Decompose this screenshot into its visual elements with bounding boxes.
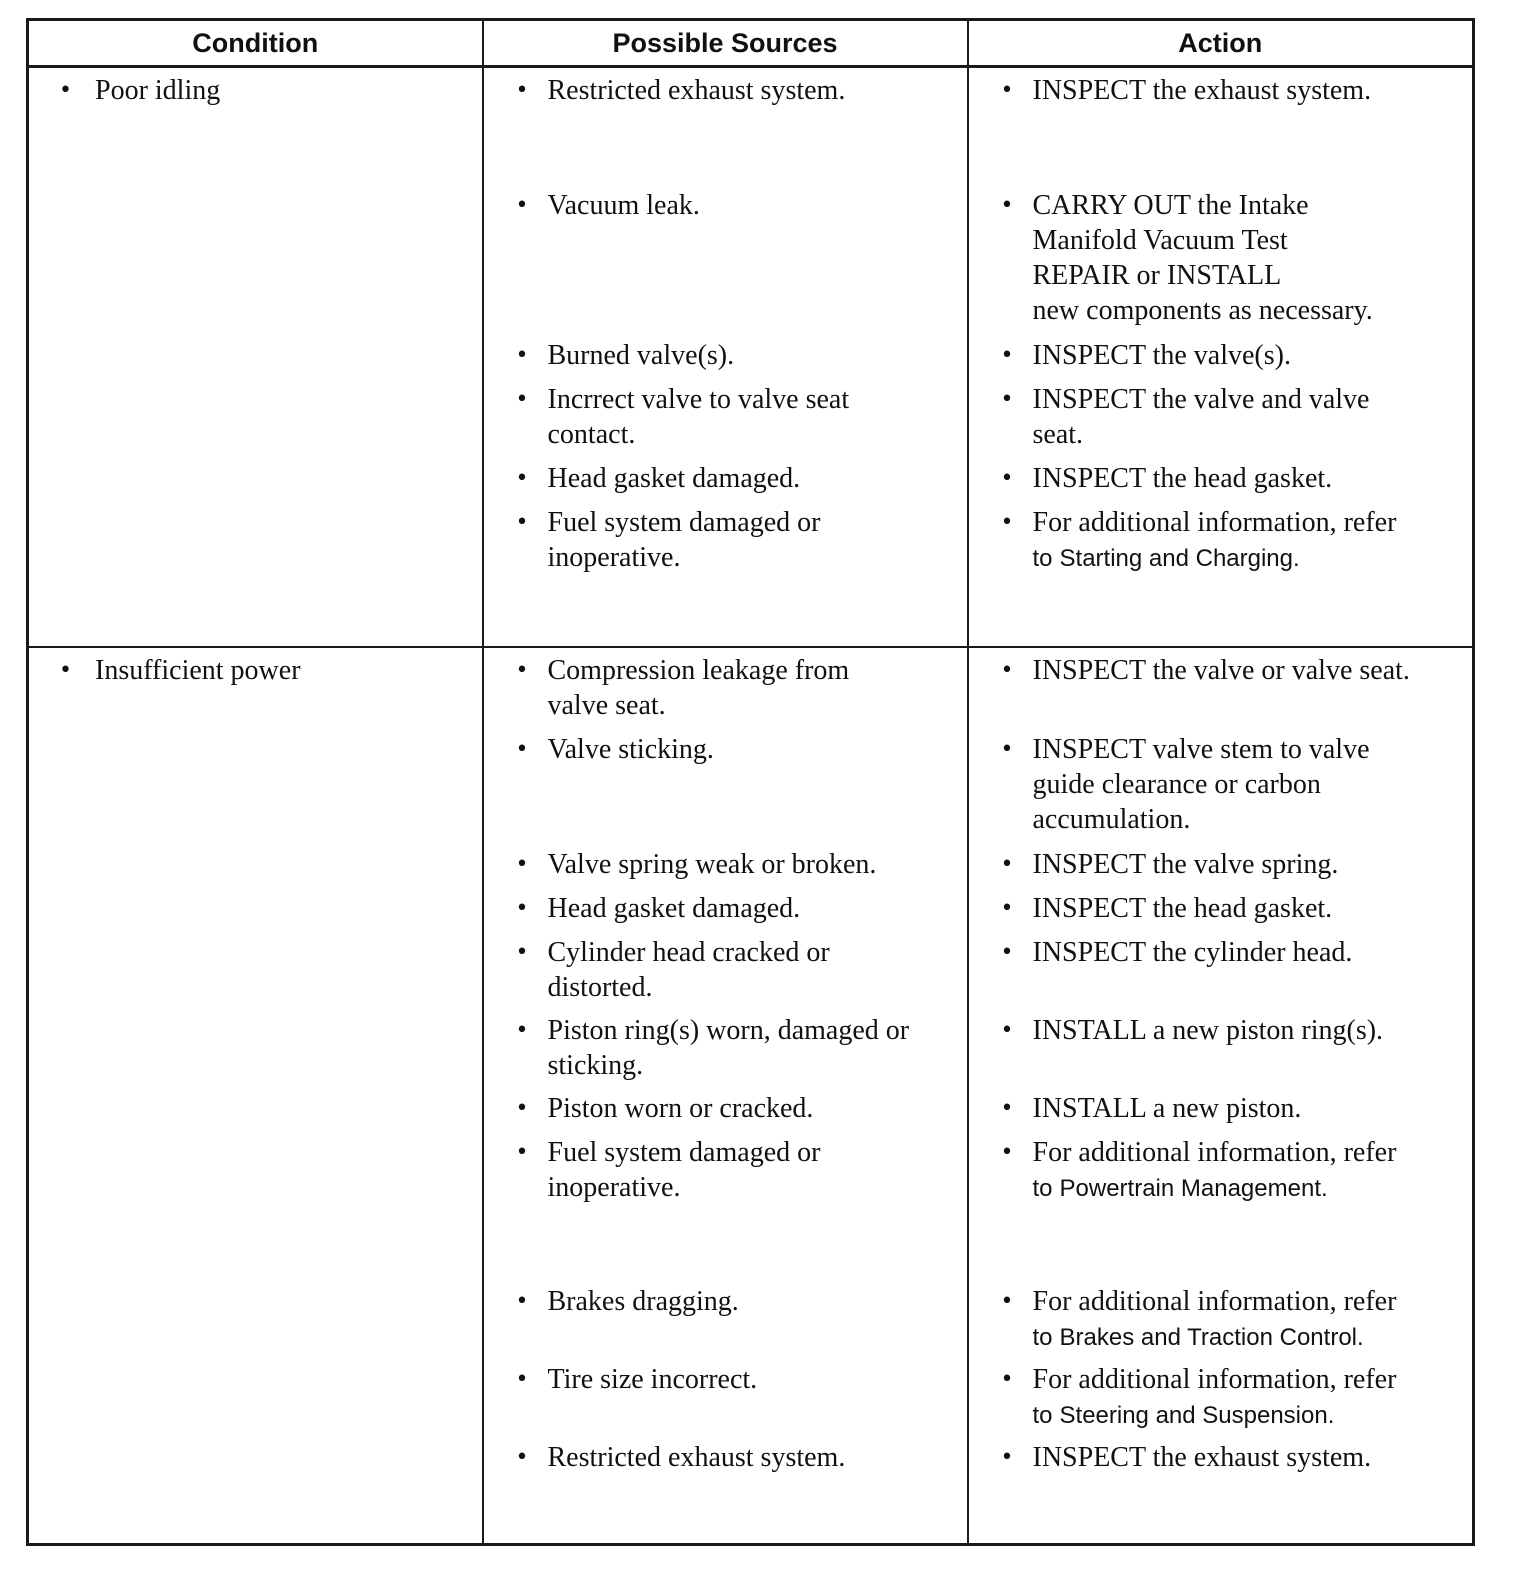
source-text: Head gasket damaged. (547, 463, 801, 494)
action-ref-prefix: to (1032, 1324, 1053, 1351)
bullet-icon: • (515, 1367, 529, 1392)
source-item (484, 1440, 961, 1475)
source-line: Fuel system damaged or (547, 507, 821, 538)
bullet-icon: • (515, 1140, 529, 1165)
bullet-icon: • (59, 658, 72, 683)
bullet-icon: • (515, 896, 529, 921)
bullet-icon: • (515, 466, 529, 491)
bullet-icon: • (515, 343, 529, 368)
bullet-icon: • (515, 387, 529, 412)
bullet-icon: • (1000, 940, 1014, 965)
condition-text: Poor idling (95, 75, 221, 106)
condition-item (29, 653, 476, 688)
action-line: REPAIR or INSTALL (1032, 260, 1282, 291)
action-text: INSPECT the valve spring. (1032, 849, 1339, 880)
source-item (484, 1362, 961, 1397)
source-text: Brakes dragging. (547, 1286, 739, 1317)
action-item (969, 1091, 1467, 1126)
source-line: Incrrect valve to valve seat (547, 384, 850, 415)
table-row (28, 67, 1474, 648)
action-ref-prefix: to (1032, 1175, 1053, 1202)
bullet-icon: • (1000, 1140, 1014, 1165)
condition-cell (28, 67, 483, 648)
diagnosis-table (26, 18, 1475, 1546)
bullet-icon: • (1000, 193, 1014, 218)
action-item (969, 461, 1467, 496)
action-line: INSPECT the valve and valve (1032, 384, 1370, 415)
bullet-icon: • (59, 78, 72, 103)
action-text: INSPECT the cylinder head. (1032, 937, 1353, 968)
bullet-icon: • (1000, 1096, 1014, 1121)
action-text (1033, 1135, 1467, 1206)
action-text: INSTALL a new piston ring(s). (1032, 1015, 1384, 1046)
bullet-icon: • (1000, 466, 1014, 491)
source-text: Restricted exhaust system. (547, 1442, 846, 1473)
action-text: INSPECT the exhaust system. (1032, 1442, 1372, 1473)
source-item (484, 505, 961, 575)
header-row (28, 20, 1474, 67)
action-cell (968, 647, 1474, 1545)
action-item (969, 891, 1467, 926)
bullet-icon: • (515, 852, 529, 877)
action-line: CARRY OUT the Intake (1032, 190, 1309, 221)
action-text (1033, 188, 1467, 328)
action-item (969, 505, 1467, 576)
source-item (484, 935, 961, 1005)
action-ref-prefix: to (1032, 1402, 1053, 1429)
source-text (548, 382, 961, 452)
source-item (484, 891, 961, 926)
source-text (548, 935, 961, 1005)
bullet-icon: • (1000, 1289, 1014, 1314)
header-action: Action (968, 20, 1474, 67)
action-line: For additional information, refer (1032, 1286, 1397, 1317)
action-item (969, 653, 1467, 688)
bullet-icon: • (515, 510, 529, 535)
source-item (484, 1013, 961, 1083)
bullet-icon: • (1000, 1367, 1014, 1392)
source-text: Tire size incorrect. (547, 1364, 758, 1395)
source-text: Valve sticking. (547, 734, 714, 765)
condition-text: Insufficient power (95, 655, 301, 686)
source-text (548, 1135, 961, 1205)
source-line: Compression leakage from (547, 655, 850, 686)
bullet-icon: • (1000, 78, 1014, 103)
action-item (969, 1013, 1467, 1048)
source-line: Fuel system damaged or (547, 1137, 821, 1168)
source-item (484, 653, 961, 723)
action-text (1033, 382, 1467, 452)
sources-cell (483, 67, 968, 648)
bullet-icon: • (1000, 896, 1014, 921)
action-text (1033, 1362, 1467, 1433)
action-line: For additional information, refer (1032, 507, 1397, 538)
action-item (969, 382, 1467, 452)
source-item (484, 382, 961, 452)
source-item (484, 461, 961, 496)
source-text: Vacuum leak. (547, 190, 700, 221)
source-line: valve seat. (547, 690, 666, 721)
bullet-icon: • (1000, 1018, 1014, 1043)
bullet-icon: • (1000, 737, 1014, 762)
action-line: For additional information, refer (1032, 1137, 1397, 1168)
action-line: For additional information, refer (1032, 1364, 1397, 1395)
action-item (969, 732, 1467, 837)
source-item (484, 847, 961, 882)
bullet-icon: • (1000, 387, 1014, 412)
action-text: INSPECT the valve or valve seat. (1032, 655, 1410, 686)
action-text: INSPECT the head gasket. (1032, 893, 1333, 924)
source-text: Burned valve(s). (547, 340, 735, 371)
action-line: INSPECT valve stem to valve (1032, 734, 1370, 765)
bullet-icon: • (1000, 343, 1014, 368)
action-line: seat. (1032, 419, 1084, 450)
action-cell (968, 67, 1474, 648)
source-item (484, 1135, 961, 1205)
section-reference-link[interactable]: Steering and Suspension. (1059, 1402, 1335, 1429)
bullet-icon: • (1000, 852, 1014, 877)
bullet-icon: • (515, 193, 529, 218)
action-text (1033, 732, 1467, 837)
action-item (969, 1284, 1467, 1355)
source-line: distorted. (547, 972, 653, 1003)
bullet-icon: • (515, 1289, 529, 1314)
table-row (28, 647, 1474, 1545)
header-condition: Condition (28, 20, 483, 67)
source-item (484, 338, 961, 373)
action-text (1033, 1284, 1467, 1355)
bullet-icon: • (1000, 510, 1014, 535)
condition-cell (28, 647, 483, 1545)
source-line: sticking. (547, 1050, 644, 1081)
action-text: INSPECT the head gasket. (1032, 463, 1333, 494)
action-text: INSTALL a new piston. (1032, 1093, 1302, 1124)
source-text: Piston worn or cracked. (547, 1093, 814, 1124)
action-item (969, 847, 1467, 882)
bullet-icon: • (515, 737, 529, 762)
bullet-icon: • (1000, 658, 1014, 683)
source-text: Valve spring weak or broken. (547, 849, 877, 880)
action-line: accumulation. (1032, 804, 1191, 835)
source-text (548, 1013, 961, 1083)
bullet-icon: • (515, 940, 529, 965)
source-text: Restricted exhaust system. (547, 75, 846, 106)
section-reference-link[interactable]: Powertrain Management. (1059, 1175, 1328, 1202)
diagnosis-page (26, 18, 1472, 1544)
section-reference-link[interactable]: Brakes and Traction Control. (1059, 1324, 1364, 1351)
bullet-icon: • (1000, 1445, 1014, 1470)
header-possible-sources: Possible Sources (483, 20, 968, 67)
action-item (969, 338, 1467, 373)
action-item (969, 1135, 1467, 1206)
action-text: INSPECT the exhaust system. (1032, 75, 1372, 106)
action-line: new components as necessary. (1032, 295, 1373, 326)
source-line: inoperative. (547, 542, 681, 573)
source-text: Head gasket damaged. (547, 893, 801, 924)
action-item (969, 935, 1467, 970)
condition-item (29, 73, 476, 108)
action-text: INSPECT the valve(s). (1032, 340, 1291, 371)
bullet-icon: • (515, 78, 529, 103)
action-line: Manifold Vacuum Test (1032, 225, 1288, 256)
bullet-icon: • (515, 1018, 529, 1043)
source-text (548, 653, 961, 723)
action-item (969, 188, 1467, 328)
action-ref-prefix: to (1032, 545, 1053, 572)
bullet-icon: • (515, 1096, 529, 1121)
section-reference-link[interactable]: Starting and Charging. (1059, 545, 1300, 572)
source-text (548, 505, 961, 575)
action-line: guide clearance or carbon (1032, 769, 1321, 800)
sources-cell (483, 647, 968, 1545)
source-item (484, 188, 961, 223)
source-line: Piston ring(s) worn, damaged or (547, 1015, 910, 1046)
source-line: Cylinder head cracked or (547, 937, 830, 968)
action-item (969, 1440, 1467, 1475)
action-item (969, 1362, 1467, 1433)
action-item (969, 73, 1467, 108)
source-line: contact. (547, 419, 636, 450)
source-line: inoperative. (547, 1172, 681, 1203)
source-item (484, 732, 961, 767)
bullet-icon: • (515, 1445, 529, 1470)
source-item (484, 73, 961, 108)
action-text (1033, 505, 1467, 576)
source-item (484, 1091, 961, 1126)
source-item (484, 1284, 961, 1319)
bullet-icon: • (515, 658, 529, 683)
